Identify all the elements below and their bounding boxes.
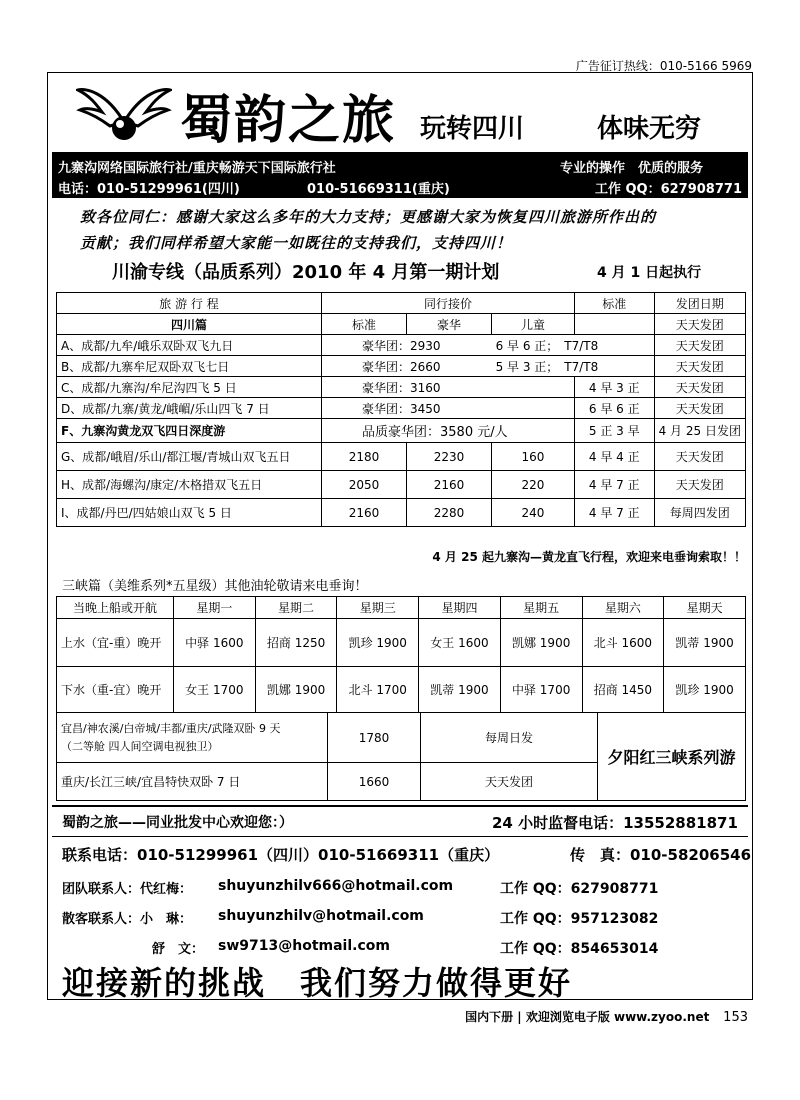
fax-number: 传 真：010-58206546 [570,846,752,864]
price-cell: 豪华团：3160 [322,377,575,398]
phone-chongqing: 010-51669311(重庆) [307,182,450,197]
head-date: 发团日期 [654,293,745,314]
ship-cell: 凯娜 1900 [255,667,337,713]
date-cell: 天天发团 [654,443,745,471]
date-cell: 每周四发团 [654,499,745,527]
table-row [57,398,746,419]
train-route-1-sub: （二等舱 四人间空调电视独卫） [61,739,219,753]
std-price-cell: 2180 [322,443,407,471]
individual-contact-label: 散客联系人：小 琳： [62,912,193,927]
ship-cell: 凯蒂 1900 [664,619,746,667]
ship-cell: 北斗 1600 [582,619,664,667]
ship-cell: 凯珍 1900 [664,667,746,713]
third-email: sw9713@hotmail.com [218,938,390,954]
standard-cell: 5 正 3 早 [574,419,654,443]
agency-names: 九寨沟网络国际旅行社/重庆畅游天下国际旅行社 [58,161,336,176]
train-route-2: 重庆/长江三峡/宜昌特快双卧 7 日 [57,763,328,801]
train-date-1: 每周日发 [421,713,598,763]
upstream-label: 上水（宜-重）晚开 [57,619,174,667]
lux-price-cell: 2280 [407,499,492,527]
table-row [57,713,746,763]
divider [52,805,748,807]
ship-cell: 凯珍 1900 [337,619,419,667]
third-contact-label: 舒 文： [152,942,205,957]
head-route: 旅 游 行 程 [57,293,322,314]
page-footer [465,1008,748,1025]
phone-sichuan: 电话：010-51299961(四川) [58,182,240,197]
price-cell: 豪华团：2930 [322,335,492,356]
standard-cell: 4 早 7 正 [574,499,654,527]
service-slogan: 专业的操作 优质的服务 [560,161,704,176]
ship-cell: 凯娜 1900 [500,619,582,667]
child-price-cell: 240 [492,499,575,527]
date-cell: 天天发团 [654,356,745,377]
child-price-cell: 160 [492,443,575,471]
meal-cell: 5 早 3 正； T7/T8 [492,356,655,377]
greeting-line-2: 贡献；我们同样希望大家能一如既往的支持我们，支持四川！ [80,234,513,252]
ship-cell: 女王 1700 [174,667,256,713]
std-price-cell: 2160 [322,499,407,527]
head-standard: 标准 [574,293,654,314]
train-route-1 [57,713,328,763]
ship-cell: 凯蒂 1900 [419,667,501,713]
divider [52,836,748,837]
work-qq: 工作 QQ：627908771 [594,182,742,197]
downstream-label: 下水（重-宜）晚开 [57,667,174,713]
standard-cell: 4 早 7 正 [574,471,654,499]
individual-qq: 工作 QQ：957123082 [500,911,659,927]
sanxia-title: 三峡篇（美维系列*五星级）其他油轮敬请来电垂询！ [62,579,368,594]
motto: 迎接新的挑战 我们努力做得更好 [62,964,573,1002]
standard-cell: 4 早 3 正 [574,377,654,398]
slogan-right: 体味无穷 [597,114,702,144]
route-cell: A、成都/九牟/峨乐双卧双飞九日 [57,335,322,356]
brand-title: 蜀韵之旅 [180,90,397,151]
table-row [57,471,746,499]
section-sichuan: 四川篇 [57,314,322,335]
team-email: shuyunzhilv666@hotmail.com [218,878,454,894]
lux-price-cell: 2230 [407,443,492,471]
slogan-left: 玩转四川 [420,114,525,144]
days-head: 当晚上船或开航 [57,597,174,619]
ship-cell: 招商 1450 [582,667,664,713]
day-wed: 星期三 [337,597,419,619]
wholesale-center: 蜀韵之旅——同业批发中心欢迎您：） [62,815,293,831]
sub-luxury: 豪华 [407,314,492,335]
direct-flight-note: 4 月 25 起九寨沟—黄龙直飞行程，欢迎来电垂询索取！！ [432,550,746,564]
individual-email: shuyunzhilv@hotmail.com [218,908,424,924]
price-cell: 豪华团：2660 [322,356,492,377]
plan-title: 川渝专线（品质系列）2010 年 4 月第一期计划 [112,262,500,283]
date-cell: 天天发团 [654,471,745,499]
table-row [57,619,746,667]
plan-effective-date: 4 月 1 日起执行 [597,265,702,281]
date-cell: 天天发团 [654,377,745,398]
page-number: 153 [723,1010,748,1025]
sub-child: 儿童 [492,314,575,335]
third-qq: 工作 QQ：854653014 [500,941,659,957]
table-row [57,443,746,471]
table-row [57,667,746,713]
day-tue: 星期二 [255,597,337,619]
table-row [57,377,746,398]
route-cell: I、成都/丹巴/四姑娘山双飞 5 日 [57,499,322,527]
ad-hotline: 广告征订热线：010-5166 5969 [575,59,752,73]
agency-bar [52,152,748,198]
wings-logo-icon [76,82,172,144]
sunset-series: 夕阳红三峡系列游 [598,713,746,801]
table-row [57,499,746,527]
ship-cell: 招商 1250 [255,619,337,667]
sub-date: 天天发团 [654,314,745,335]
supervise-phone: 24 小时监督电话：13552881871 [492,814,738,832]
route-cell: H、成都/海螺沟/康定/木格措双飞五日 [57,471,322,499]
train-price-1: 1780 [328,713,421,763]
table-row [57,419,746,443]
sub-standard: 标准 [322,314,407,335]
route-cell: C、成都/九寨沟/牟尼沟四飞 5 日 [57,377,322,398]
sanxia-table [56,596,746,713]
greeting [80,204,750,256]
route-cell: G、成都/峨眉/乐山/都江堰/青城山双飞五日 [57,443,322,471]
standard-cell: 4 早 4 正 [574,443,654,471]
price-cell: 品质豪华团：3580 元/人 [322,419,575,443]
route-cell: B、成都/九寨牟尼双卧双飞七日 [57,356,322,377]
child-price-cell: 220 [492,471,575,499]
train-price-2: 1660 [328,763,421,801]
date-cell: 天天发团 [654,335,745,356]
day-sat: 星期六 [582,597,664,619]
day-thu: 星期四 [419,597,501,619]
team-qq: 工作 QQ：627908771 [500,881,659,897]
sanxia-train-table [56,712,746,801]
date-cell: 4 月 25 日发团 [654,419,745,443]
train-route-1-text: 宜昌/神农溪/白帝城/丰都/重庆/武隆双卧 9 天 [61,721,281,735]
table-row [57,356,746,377]
team-contact-label: 团队联系人：代红梅： [62,882,193,897]
ship-cell: 女王 1600 [419,619,501,667]
ship-cell: 中驿 1700 [500,667,582,713]
contact-phones: 联系电话：010-51299961（四川）010-51669311（重庆） [62,846,500,864]
train-date-2: 天天发团 [421,763,598,801]
sichuan-table [56,292,746,527]
greeting-line-1: 致各位同仁：感谢大家这么多年的大力支持；更感谢大家为恢复四川旅游所作出的 [80,208,657,226]
price-cell: 豪华团：3450 [322,398,575,419]
std-price-cell: 2050 [322,471,407,499]
day-fri: 星期五 [500,597,582,619]
route-cell: D、成都/九寨/黄龙/峨嵋/乐山四飞 7 日 [57,398,322,419]
head-price: 同行接价 [322,293,575,314]
meal-cell: 6 早 6 正； T7/T8 [492,335,655,356]
ship-cell: 中驿 1600 [174,619,256,667]
day-mon: 星期一 [174,597,256,619]
route-cell: F、九寨沟黄龙双飞四日深度游 [57,419,322,443]
footer-text: 国内下册 | 欢迎浏览电子版 www.zyoo.net [465,1010,710,1024]
table-row [57,335,746,356]
ship-cell: 北斗 1700 [337,667,419,713]
lux-price-cell: 2160 [407,471,492,499]
day-sun: 星期天 [664,597,746,619]
date-cell: 天天发团 [654,398,745,419]
standard-cell: 6 早 6 正 [574,398,654,419]
